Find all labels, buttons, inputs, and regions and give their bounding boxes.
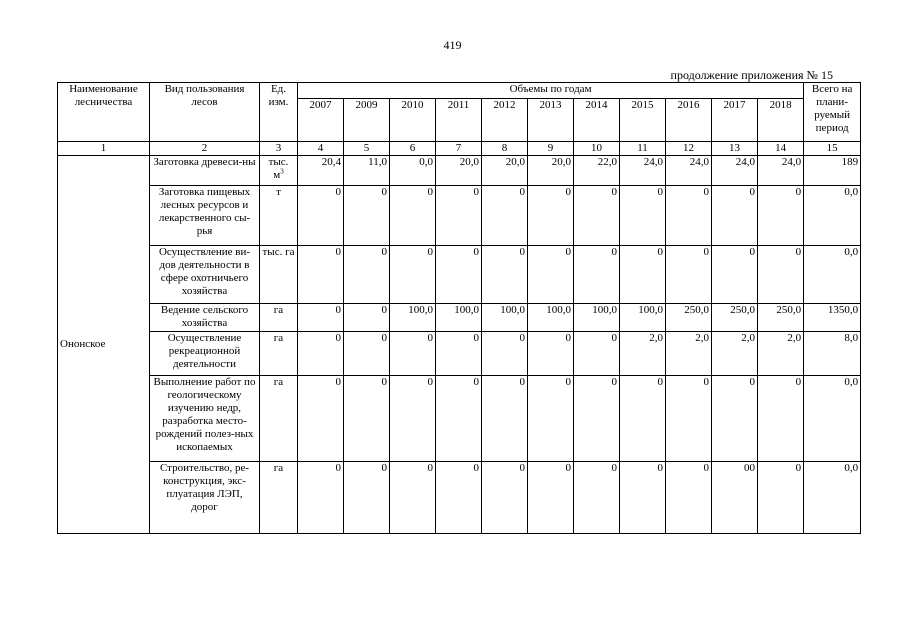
page-number: 419 <box>443 38 462 52</box>
volume-value: 0 <box>344 304 390 332</box>
volume-value: 0 <box>344 462 390 534</box>
header-year: 2017 <box>712 99 758 142</box>
header-forestry: Наименование лесничества <box>58 83 150 142</box>
volume-value: 0 <box>758 246 804 304</box>
column-index: 4 <box>298 142 344 156</box>
table-row <box>58 186 861 246</box>
volume-value: 0 <box>298 462 344 534</box>
header-year: 2012 <box>482 99 528 142</box>
volume-value: 0 <box>436 462 482 534</box>
volume-value: 0 <box>344 376 390 462</box>
header-year: 2013 <box>528 99 574 142</box>
volume-value: 250,0 <box>666 304 712 332</box>
volume-value: 0 <box>712 246 758 304</box>
table-row <box>58 156 861 186</box>
use-type-cell: Осуществление рекреационной деятельности <box>150 332 260 376</box>
table-row <box>58 332 861 376</box>
volume-value: 0 <box>298 246 344 304</box>
volume-value: 0 <box>620 376 666 462</box>
volume-value: 0 <box>344 246 390 304</box>
volume-value: 0 <box>298 186 344 246</box>
volume-value: 20,0 <box>528 156 574 186</box>
table-row <box>58 246 861 304</box>
header-row-top <box>58 83 861 99</box>
column-index: 6 <box>390 142 436 156</box>
unit-cell: тыс. $м^3$ <box>260 156 298 186</box>
column-index: 12 <box>666 142 712 156</box>
use-type-cell: Строительство, ре-конструкция, экс-плуатация ЛЭП, дорог <box>150 462 260 534</box>
volume-value: 24,0 <box>620 156 666 186</box>
header-year: 2009 <box>344 99 390 142</box>
unit-cell: тыс. га <box>260 246 298 304</box>
column-index: 10 <box>574 142 620 156</box>
table-row <box>58 462 861 534</box>
column-index: 14 <box>758 142 804 156</box>
column-index: 7 <box>436 142 482 156</box>
column-index: 5 <box>344 142 390 156</box>
header-year: 2015 <box>620 99 666 142</box>
volume-value: 0 <box>436 186 482 246</box>
volume-value: 22,0 <box>574 156 620 186</box>
header-year: 2011 <box>436 99 482 142</box>
volume-value: 0 <box>574 246 620 304</box>
volume-value: 250,0 <box>758 304 804 332</box>
volume-value: 2,0 <box>620 332 666 376</box>
volume-value: 0 <box>390 246 436 304</box>
volume-value: 0 <box>390 376 436 462</box>
total-value: 8,0 <box>804 332 861 376</box>
volume-value: 2,0 <box>758 332 804 376</box>
volume-value: 0 <box>712 376 758 462</box>
total-value: 0,0 <box>804 186 861 246</box>
table-body <box>58 142 861 534</box>
volume-value: 0 <box>482 376 528 462</box>
forestry-name: Ононское <box>58 156 150 534</box>
header-year: 2014 <box>574 99 620 142</box>
volume-value: 20,0 <box>436 156 482 186</box>
unit-cell: т <box>260 186 298 246</box>
unit-cell: га <box>260 332 298 376</box>
volume-value: 0 <box>758 462 804 534</box>
volume-value: 0 <box>528 462 574 534</box>
header-volumes-by-year: Объемы по годам <box>298 83 804 99</box>
column-index: 11 <box>620 142 666 156</box>
volume-value: 100,0 <box>390 304 436 332</box>
volume-value: 0,0 <box>390 156 436 186</box>
volume-value: 0 <box>528 186 574 246</box>
volume-value: 100,0 <box>528 304 574 332</box>
total-value: 0,0 <box>804 376 861 462</box>
unit-cell: га <box>260 304 298 332</box>
header-year: 2018 <box>758 99 804 142</box>
volume-value: 0 <box>620 462 666 534</box>
use-type-cell: Осуществление ви-дов деятельности в сфере охотничьего хозяйства <box>150 246 260 304</box>
use-type-cell: Выполнение работ по геологическому изучению недр, разработка место-рождений полез-ных ископаемых <box>150 376 260 462</box>
column-index: 2 <box>150 142 260 156</box>
volume-value: 24,0 <box>712 156 758 186</box>
header-year: 2010 <box>390 99 436 142</box>
volume-value: 100,0 <box>482 304 528 332</box>
column-index: 15 <box>804 142 861 156</box>
header-year: 2016 <box>666 99 712 142</box>
column-index: 9 <box>528 142 574 156</box>
volume-value: 0 <box>666 462 712 534</box>
column-index: 1 <box>58 142 150 156</box>
total-value: 189 <box>804 156 861 186</box>
use-type-cell: Заготовка древеси-ны <box>150 156 260 186</box>
volume-value: 0 <box>436 246 482 304</box>
volume-value: 0 <box>574 186 620 246</box>
volume-value: 100,0 <box>574 304 620 332</box>
volume-value: 0 <box>574 462 620 534</box>
use-type-cell: Ведение сельского хозяйства <box>150 304 260 332</box>
total-value: 0,0 <box>804 246 861 304</box>
volume-value: 0 <box>574 376 620 462</box>
column-index: 3 <box>260 142 298 156</box>
volume-value: 0 <box>298 332 344 376</box>
total-value: 0,0 <box>804 462 861 534</box>
volume-value: 0 <box>528 246 574 304</box>
volume-value: 100,0 <box>436 304 482 332</box>
volume-value: 2,0 <box>712 332 758 376</box>
volume-value: 0 <box>620 246 666 304</box>
header-unit: Ед. изм. <box>260 83 298 142</box>
unit-cell: га <box>260 376 298 462</box>
header-total: Всего на плани-руемый период <box>804 83 861 142</box>
volume-value: 0 <box>758 376 804 462</box>
volume-value: 0 <box>390 462 436 534</box>
volume-value: 0 <box>666 376 712 462</box>
volume-value: 0 <box>666 186 712 246</box>
header-year: 2007 <box>298 99 344 142</box>
volume-value: 0 <box>298 376 344 462</box>
volume-value: 250,0 <box>712 304 758 332</box>
forest-use-table <box>57 82 861 534</box>
volume-value: 20,4 <box>298 156 344 186</box>
volume-value: 0 <box>620 186 666 246</box>
volume-value: 24,0 <box>666 156 712 186</box>
column-index: 8 <box>482 142 528 156</box>
volume-value: 0 <box>390 186 436 246</box>
volume-value: 0 <box>758 186 804 246</box>
volume-value: 0 <box>528 376 574 462</box>
volume-value: 0 <box>436 376 482 462</box>
volume-value: 2,0 <box>666 332 712 376</box>
volume-value: 0 <box>712 186 758 246</box>
column-index-row <box>58 142 861 156</box>
total-value: 1350,0 <box>804 304 861 332</box>
volume-value: 0 <box>298 304 344 332</box>
volume-value: 100,0 <box>620 304 666 332</box>
volume-value: 24,0 <box>758 156 804 186</box>
column-index: 13 <box>712 142 758 156</box>
volume-value: 20,0 <box>482 156 528 186</box>
volume-value: 0 <box>344 332 390 376</box>
volume-value: 0 <box>344 186 390 246</box>
use-type-cell: Заготовка пищевых лесных ресурсов и лекарственного сы-рья <box>150 186 260 246</box>
volume-value: 0 <box>436 332 482 376</box>
volume-value: 0 <box>528 332 574 376</box>
appendix-continuation-note: продолжение приложения № 15 <box>670 68 833 82</box>
volume-value: 0 <box>482 462 528 534</box>
volume-value: 0 <box>482 332 528 376</box>
volume-value: 11,0 <box>344 156 390 186</box>
volume-value: 0 <box>482 186 528 246</box>
table-row <box>58 376 861 462</box>
table-row <box>58 304 861 332</box>
volume-value: 0 <box>482 246 528 304</box>
volume-value: 00 <box>712 462 758 534</box>
header-use-type: Вид пользования лесов <box>150 83 260 142</box>
volume-value: 0 <box>574 332 620 376</box>
unit-cell: га <box>260 462 298 534</box>
volume-value: 0 <box>390 332 436 376</box>
volume-value: 0 <box>666 246 712 304</box>
